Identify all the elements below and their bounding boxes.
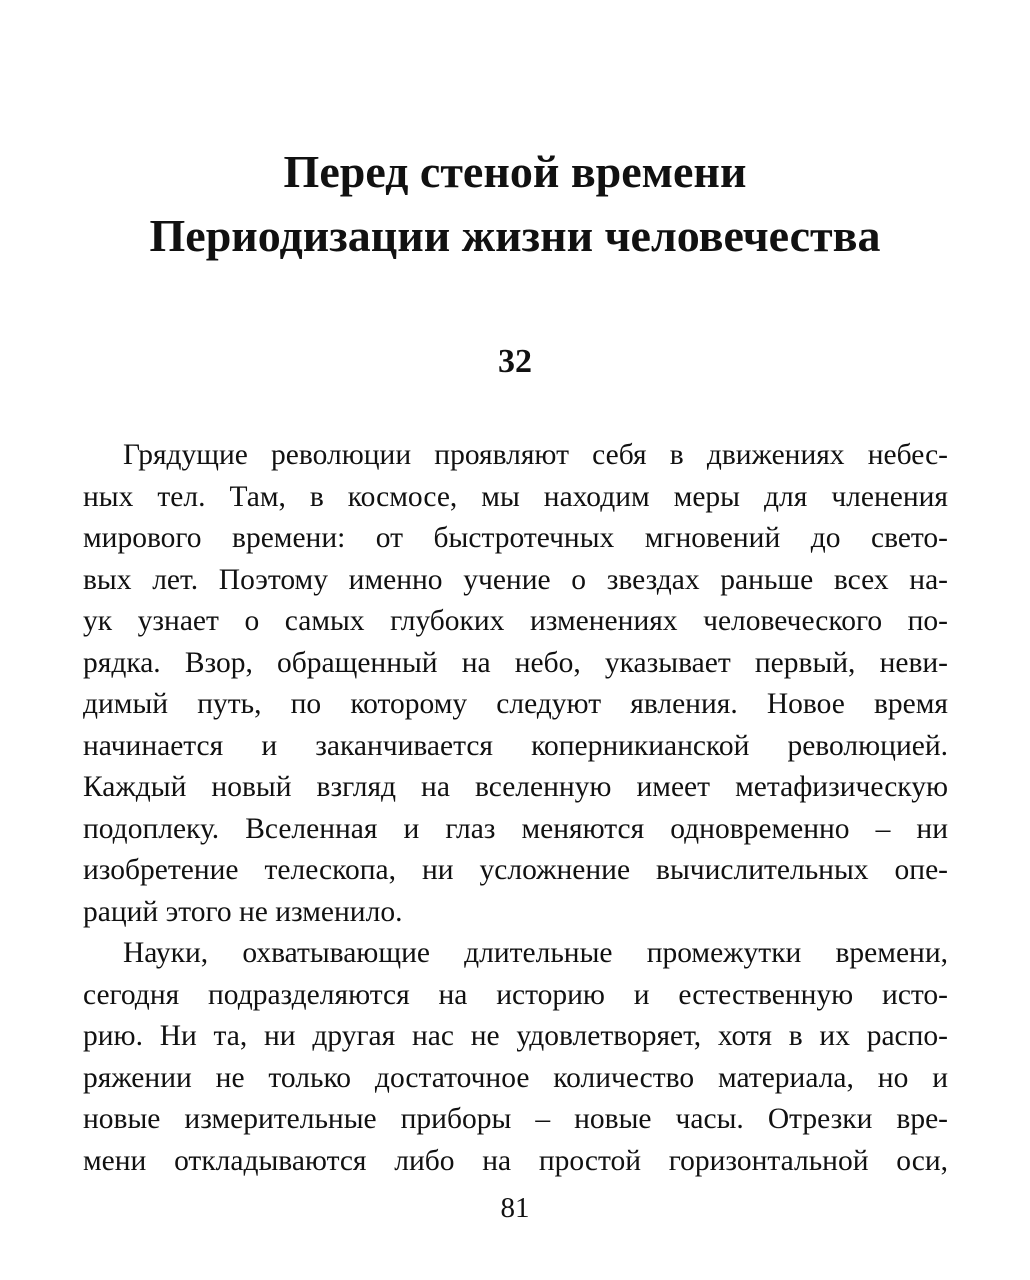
- text-line: вых лет. Поэтому именно учение о звездах раньше всех на-: [83, 563, 948, 596]
- text-line: ук узнает о самых глубоких изменениях человеческого по-: [83, 605, 948, 637]
- text-line: рию. Ни та, ни другая нас не удовлетворяет, хотя в их распо-: [83, 1020, 948, 1052]
- text-line: рядка. Взор, обращенный на небо, указывает первый, неви-: [83, 646, 948, 679]
- text-line: сегодня подразделяются на историю и естественную исто-: [83, 978, 948, 1011]
- text-line: мирового времени: от быстротечных мгновений до свето-: [83, 522, 948, 554]
- section-number: 32: [498, 343, 532, 380]
- text-line: ряжении не только достаточное количество материала, но и: [83, 1061, 948, 1094]
- chapter-title: [60, 140, 970, 268]
- text-line: раций этого не изменило.: [83, 895, 403, 928]
- text-line: Науки, охватывающие длительные промежутки времени,: [123, 937, 948, 969]
- body-text: [83, 435, 948, 1182]
- text-line: димый путь, по которому следуют явления. Новое время: [83, 688, 948, 720]
- text-line: новые измерительные приборы – новые часы. Отрезки вре-: [83, 1103, 948, 1135]
- text-line: Грядущие революции проявляют себя в движениях небес-: [123, 439, 948, 471]
- text-line: начинается и заканчивается коперникианской революцией.: [83, 729, 948, 762]
- chapter-title-line-1: Перед стеной времени: [283, 146, 747, 197]
- page-number: 81: [500, 1192, 530, 1224]
- text-line: Каждый новый взгляд на вселенную имеет метафизическую: [83, 771, 948, 803]
- text-line: мени откладываются либо на простой горизонтальной оси,: [83, 1144, 948, 1177]
- paragraph-1: [83, 435, 948, 933]
- chapter-title-line-2: Периодизации жизни человечества: [149, 210, 881, 261]
- text-line: ных тел. Там, в космосе, мы находим меры для членения: [83, 480, 948, 513]
- text-line: подоплеку. Вселенная и глаз меняются одновременно – ни: [83, 812, 948, 845]
- text-line: изобретение телескопа, ни усложнение вычислительных опе-: [83, 854, 948, 886]
- paragraph-2: [83, 933, 948, 1182]
